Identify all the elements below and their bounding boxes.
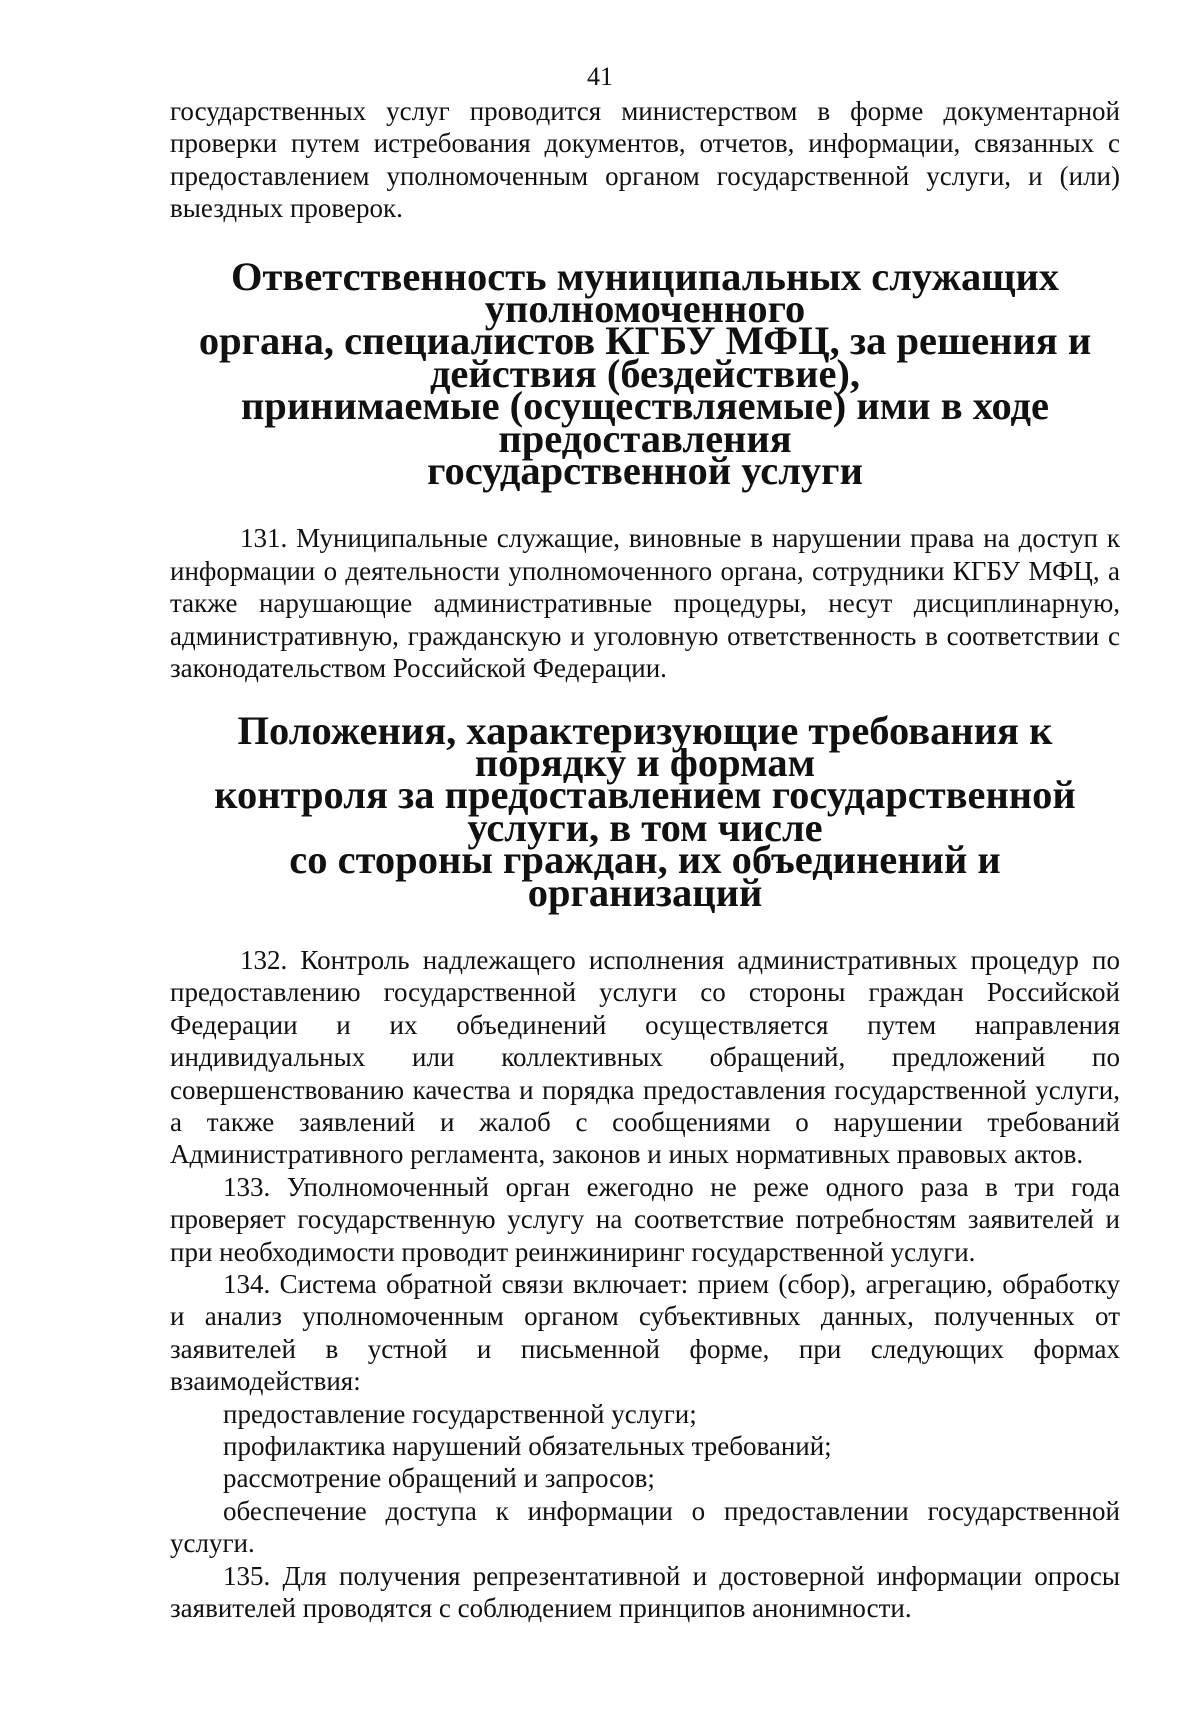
- list-item: рассмотрение обращений и запросов;: [223, 1463, 655, 1494]
- heading-line: государственной услуги: [427, 448, 863, 494]
- heading-line: Ответственность муниципальных служащих уполномоченного: [230, 253, 1060, 332]
- paragraph-133: 133. Уполномоченный орган ежегодно не реже одного раза в три года проверяет государственную услугу на соответствие потребностям заявителей и при необходимости проводит реинжиниринг государственной услуги.: [170, 1171, 1120, 1267]
- paragraph-135: 135. Для получения репрезентативной и достоверной информации опросы заявителей проводятся с соблюдением принципов анонимности.: [170, 1560, 1120, 1624]
- heading-line: со стороны граждан, их объединений и организаций: [289, 837, 1001, 915]
- page-number: 41: [587, 62, 613, 91]
- list-item: обеспечение доступа к информации о предоставлении государственной услуги.: [170, 1495, 1120, 1559]
- heading-line: контроля за предоставлением государственной услуги, в том числе: [214, 772, 1076, 850]
- list-item: профилактика нарушений обязательных требований;: [223, 1431, 832, 1462]
- paragraph-132: 132. Контроль надлежащего исполнения административных процедур по предоставлению государственной услуги со стороны граждан Российской Федерации и их объединений осуществляется путем направления индивидуальных или коллективных обращений, предложений по совершенствованию качества и порядка предоставления государственной услуги, а также заявлений и жалоб с сообщениями о нарушении требований Административного регламента, законов и иных нормативных правовых актов.: [170, 944, 1120, 1170]
- heading-line: органа, специалистов КГБУ МФЦ, за решения и действия (бездействие),: [198, 318, 1092, 396]
- heading-line: принимаемые (осуществляемые) ими в ходе предоставления: [240, 383, 1050, 461]
- document-body: [170, 95, 1120, 1624]
- section-heading-control: [170, 707, 1120, 915]
- intro-paragraph: государственных услуг проводится министерством в форме документарной проверки путем истребования документов, отчетов, информации, связанных с предоставлением уполномоченным органом государственной услуги, и (или) выездных проверок.: [170, 96, 1120, 224]
- list-item: предоставление государственной услуги;: [223, 1398, 697, 1429]
- paragraph-131: 131. Муниципальные служащие, виновные в нарушении права на доступ к информации о деятельности уполномоченного органа, сотрудники КГБУ МФЦ, а также нарушающие административные процедуры, несут дисциплинарную, административную, гражданскую и уголовную ответственность в соответствии с законодательством Российской Федерации.: [170, 523, 1120, 684]
- heading-line: Положения, характеризующие требования к порядку и формам: [237, 707, 1053, 785]
- paragraph-134: 134. Система обратной связи включает: прием (сбор), агрегацию, обработку и анализ уполномоченным органом субъективных данных, полученных от заявителей в устной и письменной форме, при следующих формах взаимодействия:: [170, 1269, 1120, 1397]
- section-heading-responsibility: [170, 253, 1120, 494]
